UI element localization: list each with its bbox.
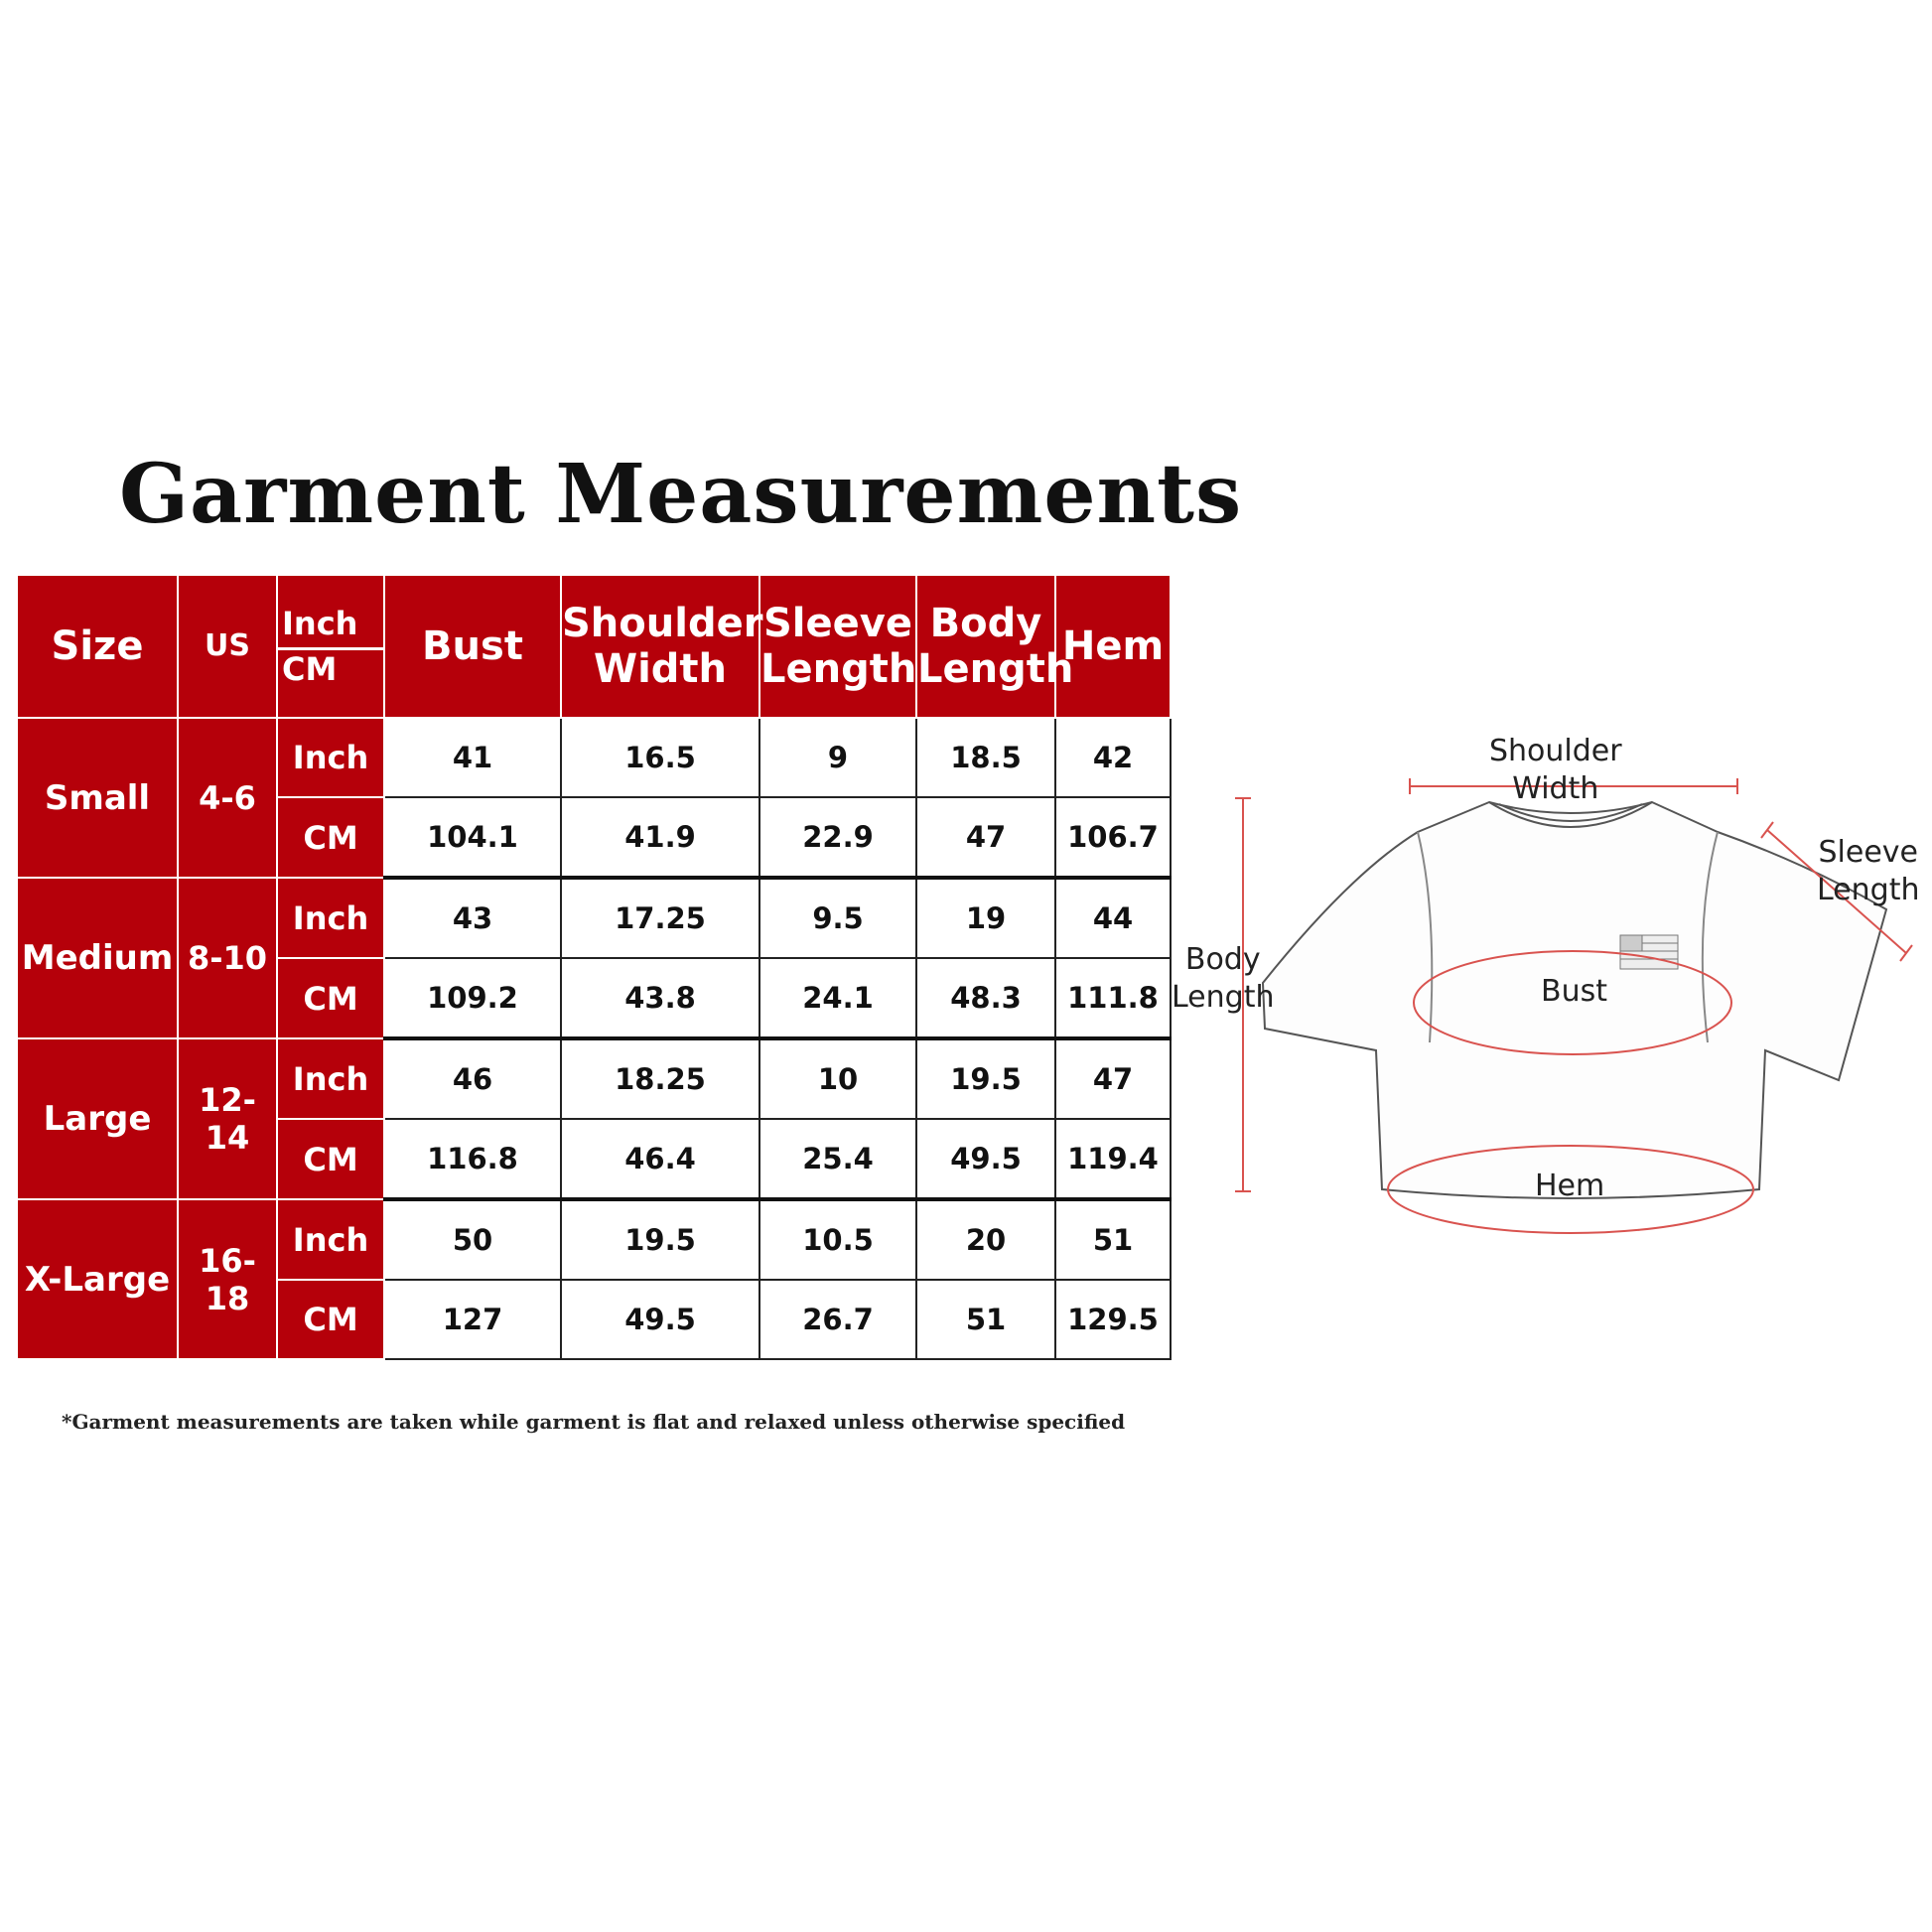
us-size: 4-6 [178, 718, 277, 878]
footnote: *Garment measurements are taken while garment is flat and relaxed unless otherwise specified [62, 1410, 1126, 1434]
size-chart-table [16, 574, 1172, 1360]
header-shoulder-width [561, 575, 763, 718]
sleeve-value: 9 [759, 718, 916, 797]
unit-label: Inch [277, 1038, 384, 1119]
table-row [17, 1038, 1171, 1119]
bust-value: 127 [384, 1280, 561, 1359]
bust-value: 104.1 [384, 797, 561, 878]
unit-label: CM [277, 958, 384, 1038]
shoulder-value: 46.4 [561, 1119, 759, 1199]
sleeve-value: 9.5 [759, 878, 916, 958]
body-value: 48.3 [916, 958, 1055, 1038]
sleeve-value: 25.4 [759, 1119, 916, 1199]
size-name: X-Large [17, 1199, 178, 1359]
hem-value: 111.8 [1055, 958, 1171, 1038]
unit-label: CM [277, 1280, 384, 1359]
shoulder-value: 43.8 [561, 958, 759, 1038]
body-value: 18.5 [916, 718, 1055, 797]
sleeve-value: 22.9 [759, 797, 916, 878]
shoulder-value: 16.5 [561, 718, 759, 797]
label-body-line2: Length [1172, 980, 1275, 1015]
header-sleeve-length [759, 575, 916, 718]
header-us: US [178, 575, 277, 718]
sleeve-value: 24.1 [759, 958, 916, 1038]
us-size: 12-14 [178, 1038, 277, 1199]
shoulder-value: 17.25 [561, 878, 759, 958]
header-shoulder-line1: Shoulder [562, 601, 763, 646]
header-body-line2: Length [917, 646, 1074, 692]
page-title: Garment Measurements [119, 447, 1243, 542]
hem-value: 44 [1055, 878, 1171, 958]
header-bust: Bust [384, 575, 561, 718]
bust-value: 46 [384, 1038, 561, 1119]
label-bust: Bust [1541, 974, 1607, 1009]
size-name: Medium [17, 878, 178, 1038]
header-row [17, 575, 1171, 718]
shoulder-value: 41.9 [561, 797, 759, 878]
bust-value: 109.2 [384, 958, 561, 1038]
table-row [17, 878, 1171, 958]
label-sleeve-line2: Length [1817, 873, 1920, 907]
table-row [17, 1199, 1171, 1280]
hem-value: 129.5 [1055, 1280, 1171, 1359]
bust-value: 43 [384, 878, 561, 958]
header-size: Size [17, 575, 178, 718]
label-hem: Hem [1535, 1169, 1605, 1203]
unit-label: CM [277, 797, 384, 878]
unit-label: Inch [277, 718, 384, 797]
body-value: 47 [916, 797, 1055, 878]
body-value: 19.5 [916, 1038, 1055, 1119]
body-value: 49.5 [916, 1119, 1055, 1199]
header-sleeve-line2: Length [760, 646, 917, 692]
size-name: Small [17, 718, 178, 878]
unit-label: CM [277, 1119, 384, 1199]
shoulder-value: 19.5 [561, 1199, 759, 1280]
header-unit [277, 575, 384, 718]
shoulder-value: 18.25 [561, 1038, 759, 1119]
label-body-length [1172, 941, 1274, 1017]
sleeve-value: 10.5 [759, 1199, 916, 1280]
table-row [17, 718, 1171, 797]
shoulder-value: 49.5 [561, 1280, 759, 1359]
bust-value: 50 [384, 1199, 561, 1280]
header-hem: Hem [1055, 575, 1171, 718]
label-shoulder-width [1489, 733, 1622, 808]
hem-value: 119.4 [1055, 1119, 1171, 1199]
label-sleeve-line1: Sleeve [1818, 835, 1918, 870]
tshirt-diagram [1172, 715, 1932, 1271]
header-unit-inch: Inch [282, 605, 358, 642]
label-sleeve-length [1817, 834, 1919, 909]
body-value: 51 [916, 1280, 1055, 1359]
body-value: 20 [916, 1199, 1055, 1280]
header-body-length [916, 575, 1074, 718]
label-shoulder-line1: Shoulder [1489, 734, 1622, 768]
bust-value: 41 [384, 718, 561, 797]
hem-value: 47 [1055, 1038, 1171, 1119]
header-body-line1: Body [929, 601, 1042, 646]
label-shoulder-line2: Width [1512, 771, 1599, 806]
body-value: 19 [916, 878, 1055, 958]
hem-value: 51 [1055, 1199, 1171, 1280]
us-size: 8-10 [178, 878, 277, 1038]
unit-label: Inch [277, 878, 384, 958]
size-name: Large [17, 1038, 178, 1199]
header-shoulder-line2: Width [593, 646, 728, 692]
hem-value: 42 [1055, 718, 1171, 797]
hem-value: 106.7 [1055, 797, 1171, 878]
sleeve-value: 26.7 [759, 1280, 916, 1359]
flag-patch [1620, 935, 1678, 969]
header-sleeve-line1: Sleeve [763, 601, 912, 646]
label-body-line1: Body [1184, 942, 1261, 977]
header-unit-cm: CM [282, 650, 338, 688]
bust-value: 116.8 [384, 1119, 561, 1199]
us-size: 16-18 [178, 1199, 277, 1359]
unit-label: Inch [277, 1199, 384, 1280]
sleeve-value: 10 [759, 1038, 916, 1119]
